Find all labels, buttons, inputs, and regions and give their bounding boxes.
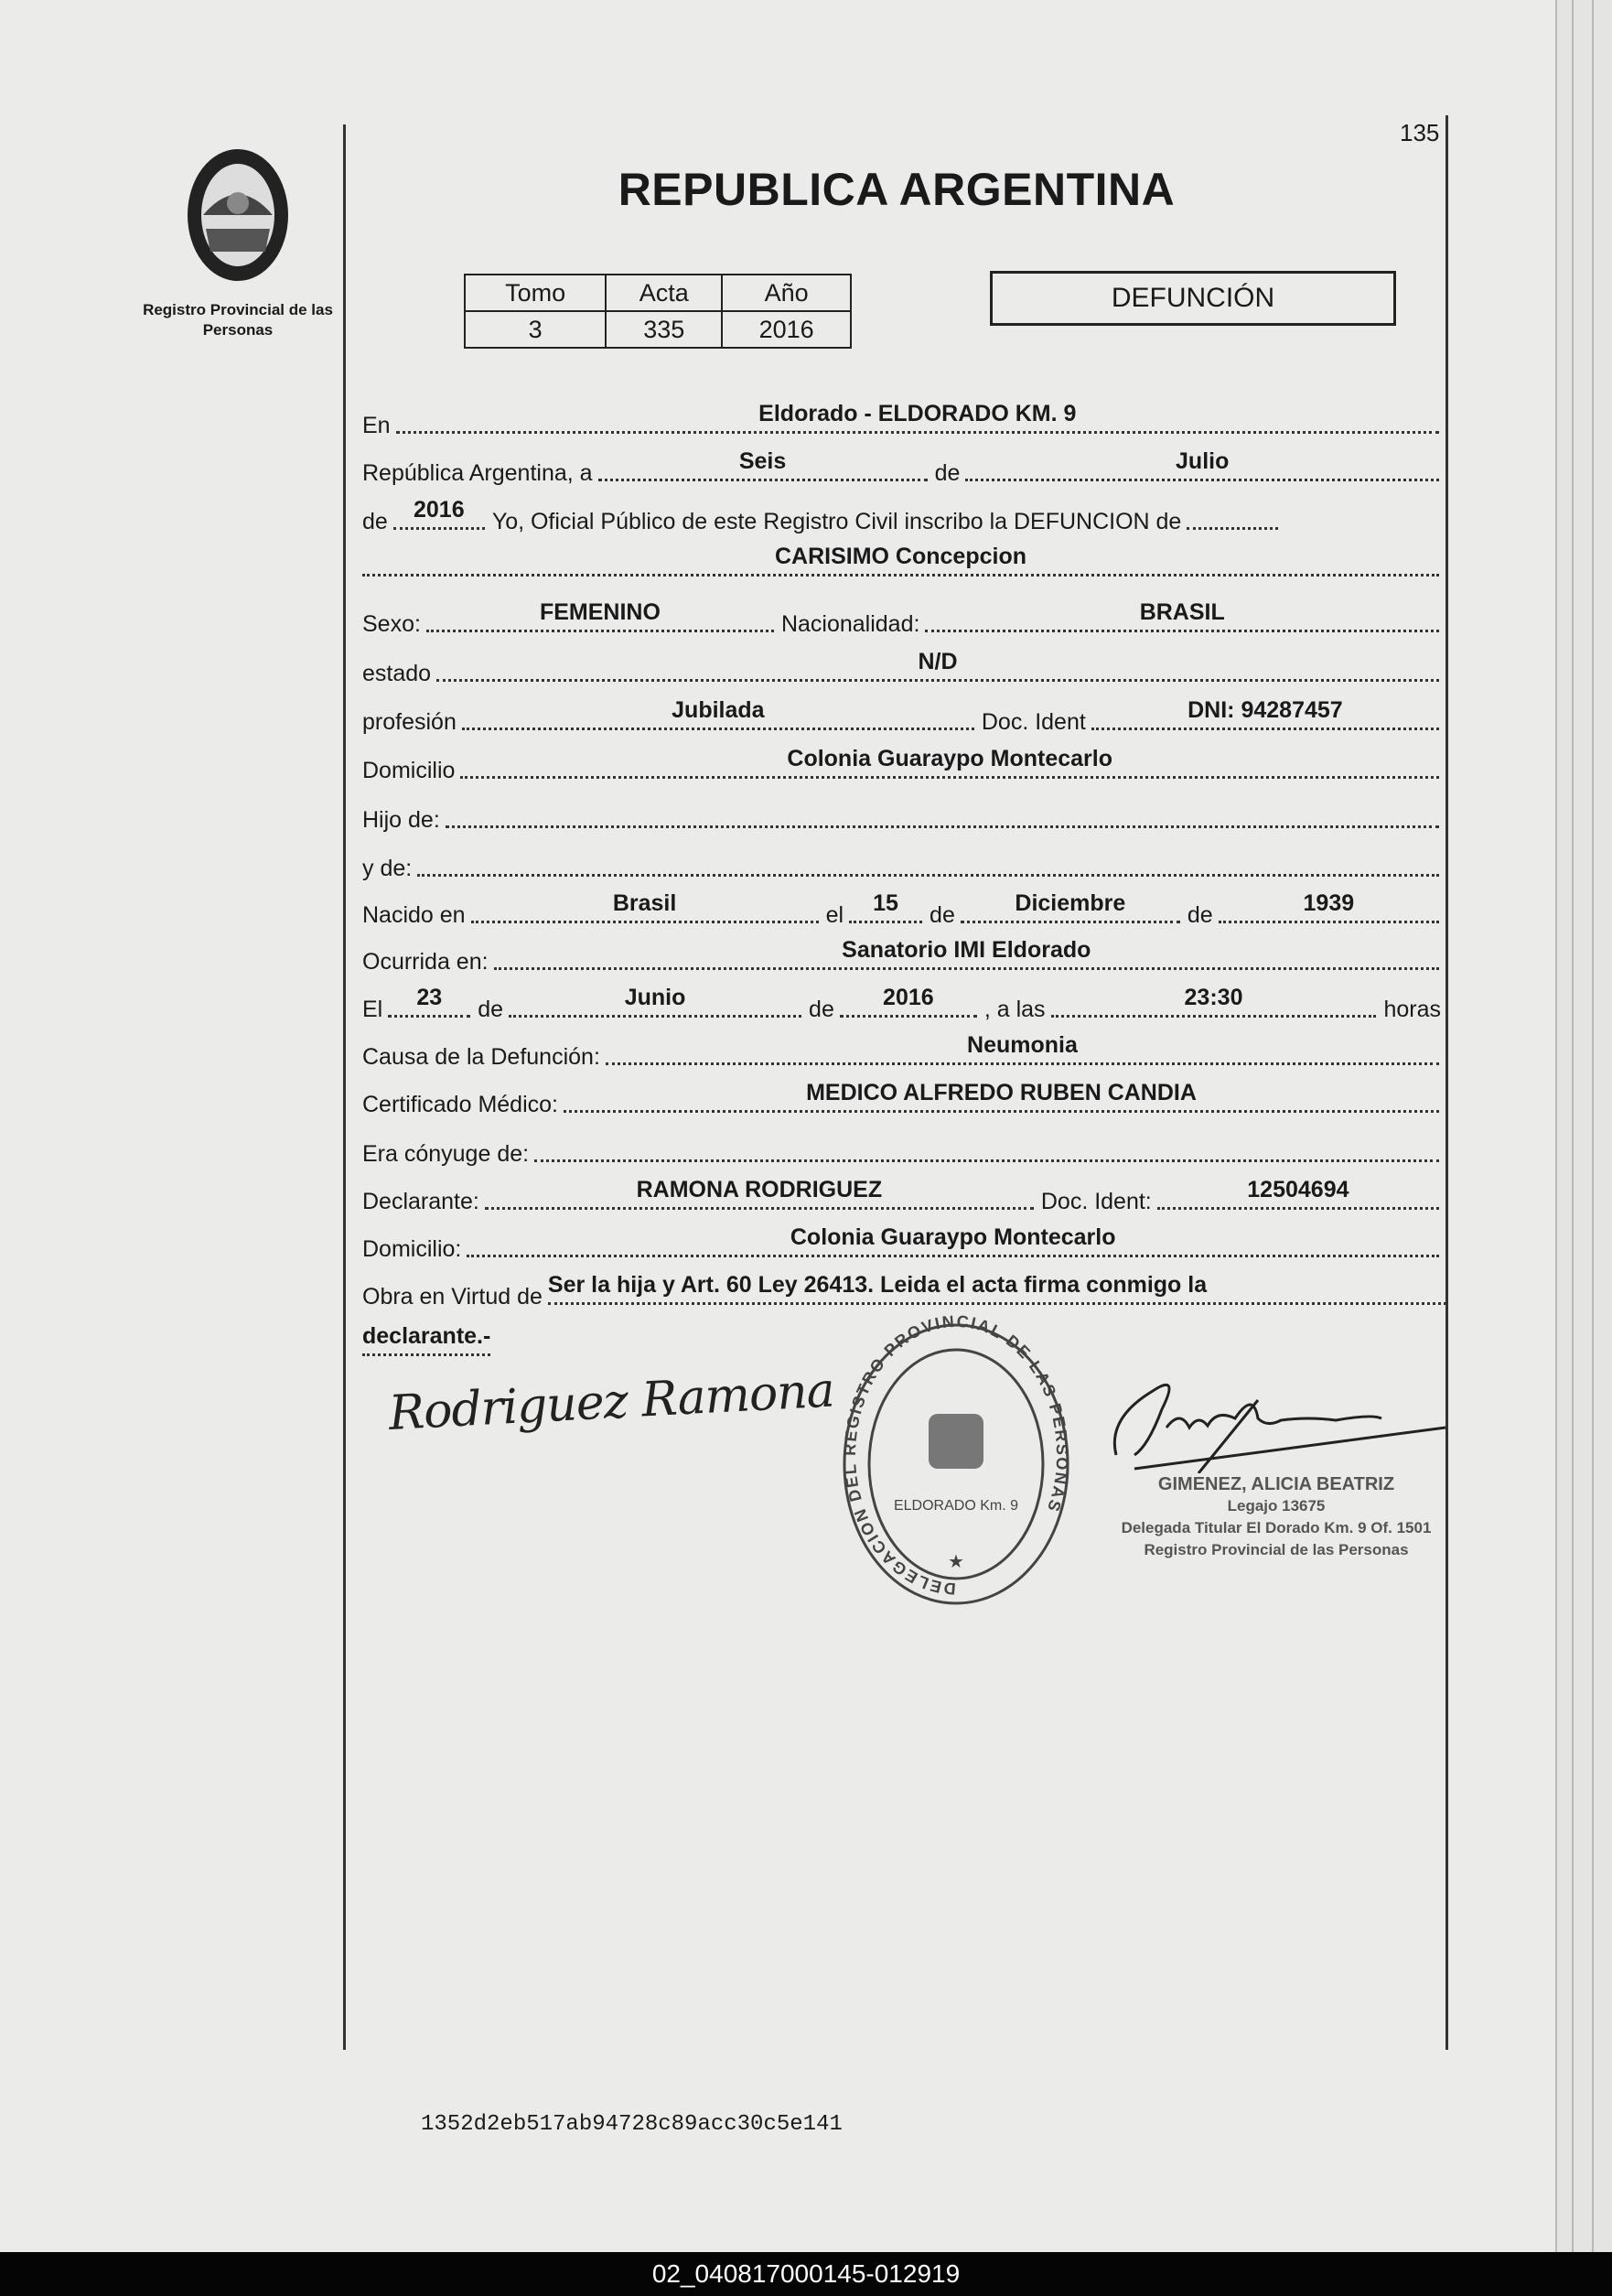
label: En xyxy=(362,413,391,438)
header-tomo: Tomo xyxy=(465,275,606,311)
label: Declarante: xyxy=(362,1189,479,1214)
page-number: 135 xyxy=(1400,119,1440,146)
record-type-box: DEFUNCIÓN xyxy=(990,271,1396,326)
label: Obra en Virtud de xyxy=(362,1284,543,1310)
footer-id-bar: 02_040817000145-012919 xyxy=(0,2252,1612,2296)
field-year: 2016 xyxy=(393,497,485,530)
row-grounds xyxy=(362,1274,1446,1310)
paper-edge xyxy=(1555,0,1557,2252)
row-spouse xyxy=(362,1131,1446,1168)
label: estado xyxy=(362,661,432,686)
field-grounds: Ser la hija y Art. 60 Ley 26413. Leida el acta firma conmigo la xyxy=(548,1272,1446,1305)
row-mother xyxy=(362,846,1446,882)
label: Doc. Ident: xyxy=(1040,1189,1152,1214)
label: Causa de la Defunción: xyxy=(362,1044,600,1070)
field-address: Colonia Guaraypo Montecarlo xyxy=(460,746,1439,779)
field-death-time: 23:30 xyxy=(1051,985,1377,1018)
field-death-year: 2016 xyxy=(840,985,977,1018)
label: y de: xyxy=(362,856,413,881)
row-year xyxy=(362,499,1446,535)
paper-edge xyxy=(1572,0,1574,2252)
official-stamp xyxy=(837,1313,1075,1615)
header-anio: Año xyxy=(722,275,851,311)
label: El xyxy=(362,997,383,1022)
label: Nacido en xyxy=(362,902,466,928)
label: Domicilio: xyxy=(362,1236,462,1262)
label: Yo, Oficial Público de este Registro Civil inscribo la DEFUNCION de xyxy=(491,509,1182,534)
field-birth-day: 15 xyxy=(849,890,922,923)
official-position: Delegada Titular El Dorado Km. 9 Of. 1501 xyxy=(1121,1519,1432,1536)
field-father xyxy=(446,822,1439,828)
label: de xyxy=(362,509,388,534)
row-certificate xyxy=(362,1082,1446,1118)
field-nationality: BRASIL xyxy=(925,599,1439,632)
field-spouse xyxy=(534,1156,1439,1162)
field-cause-of-death: Neumonia xyxy=(606,1032,1439,1065)
field-blank xyxy=(1187,523,1278,530)
registry-table xyxy=(464,274,852,349)
field-deceased-name: CARISIMO Concepcion xyxy=(362,544,1439,577)
label: el xyxy=(825,902,844,928)
field-birth-month: Diciembre xyxy=(961,890,1180,923)
field-document: DNI: 94287457 xyxy=(1091,697,1439,730)
row-place xyxy=(362,403,1446,439)
official-name: GIMENEZ, ALICIA BEATRIZ xyxy=(1157,1474,1395,1494)
label: Ocurrida en: xyxy=(362,949,489,975)
stamp-ring-text: DELEGACION DEL REGISTRO PROVINCIAL DE LAS PERSONAS xyxy=(840,1313,1072,1599)
label: Sexo: xyxy=(362,611,421,637)
row-address xyxy=(362,748,1446,784)
row-father xyxy=(362,797,1446,834)
field-civil-status: N/D xyxy=(436,649,1439,682)
label: profesión xyxy=(362,709,457,735)
label: , a las xyxy=(983,997,1046,1022)
label: Era cónyuge de: xyxy=(362,1141,530,1167)
field-mother xyxy=(417,870,1439,877)
field-medical-certificate: MEDICO ALFREDO RUBEN CANDIA xyxy=(564,1080,1439,1113)
field-grounds-continued: declarante.- xyxy=(362,1323,490,1356)
label: de xyxy=(809,997,834,1022)
label: de xyxy=(1187,902,1213,928)
official-signature-block xyxy=(1093,1473,1459,1561)
stamp-inner-text: ELDORADO Km. 9 xyxy=(893,1498,1019,1514)
label: de xyxy=(478,997,504,1022)
official-legajo: Legajo 13675 xyxy=(1227,1497,1326,1514)
row-occurred xyxy=(362,939,1446,976)
value-tomo: 3 xyxy=(465,311,606,348)
field-sex: FEMENINO xyxy=(426,599,774,632)
header-acta: Acta xyxy=(606,275,722,311)
official-signature xyxy=(1098,1364,1464,1473)
field-declarant-document: 12504694 xyxy=(1157,1177,1439,1210)
label: Nacionalidad: xyxy=(780,611,920,637)
label: de xyxy=(934,460,961,486)
official-organization: Registro Provincial de las Personas xyxy=(1144,1541,1409,1558)
document-title: REPUBLICA ARGENTINA xyxy=(618,164,1176,215)
label: Doc. Ident xyxy=(981,709,1086,735)
row-cause xyxy=(362,1034,1446,1071)
row-sex xyxy=(362,601,1446,638)
label: República Argentina, a xyxy=(362,460,593,486)
row-birth xyxy=(362,892,1446,929)
field-place: Eldorado - ELDORADO KM. 9 xyxy=(396,401,1439,434)
row-name xyxy=(362,545,1446,582)
field-place-of-death: Sanatorio IMI Eldorado xyxy=(494,937,1439,970)
row-death-date xyxy=(362,986,1446,1023)
value-anio: 2016 xyxy=(722,311,851,348)
label: Hijo de: xyxy=(362,807,440,833)
field-declarant: RAMONA RODRIGUEZ xyxy=(485,1177,1034,1210)
row-declarant-address xyxy=(362,1226,1446,1263)
field-death-day: 23 xyxy=(388,985,470,1018)
star-icon: ★ xyxy=(948,1552,964,1572)
declarant-signature: Rodriguez Ramona xyxy=(387,1363,836,1441)
paper-edge xyxy=(1592,0,1594,2252)
field-profession: Jubilada xyxy=(462,697,974,730)
field-death-month: Junio xyxy=(509,985,801,1018)
label: de xyxy=(930,902,955,928)
row-civil-status xyxy=(362,651,1446,687)
issuer-name: Registro Provincial de las Personas xyxy=(143,301,333,339)
document-hash: 1352d2eb517ab94728c89acc30c5e141 xyxy=(421,2112,843,2137)
field-declarant-address: Colonia Guaraypo Montecarlo xyxy=(467,1224,1439,1257)
value-acta: 335 xyxy=(606,311,722,348)
field-month: Julio xyxy=(965,448,1439,481)
label: horas xyxy=(1383,997,1441,1022)
row-date xyxy=(362,450,1446,487)
row-profession xyxy=(362,699,1446,736)
label: Domicilio xyxy=(362,758,456,783)
field-birthplace: Brasil xyxy=(471,890,819,923)
provincial-coat-of-arms-logo xyxy=(174,137,302,288)
field-birth-year: 1939 xyxy=(1219,890,1439,923)
left-margin-line xyxy=(343,124,346,2050)
label: Certificado Médico: xyxy=(362,1092,558,1117)
row-declarant xyxy=(362,1179,1446,1215)
field-day: Seis xyxy=(598,448,928,481)
